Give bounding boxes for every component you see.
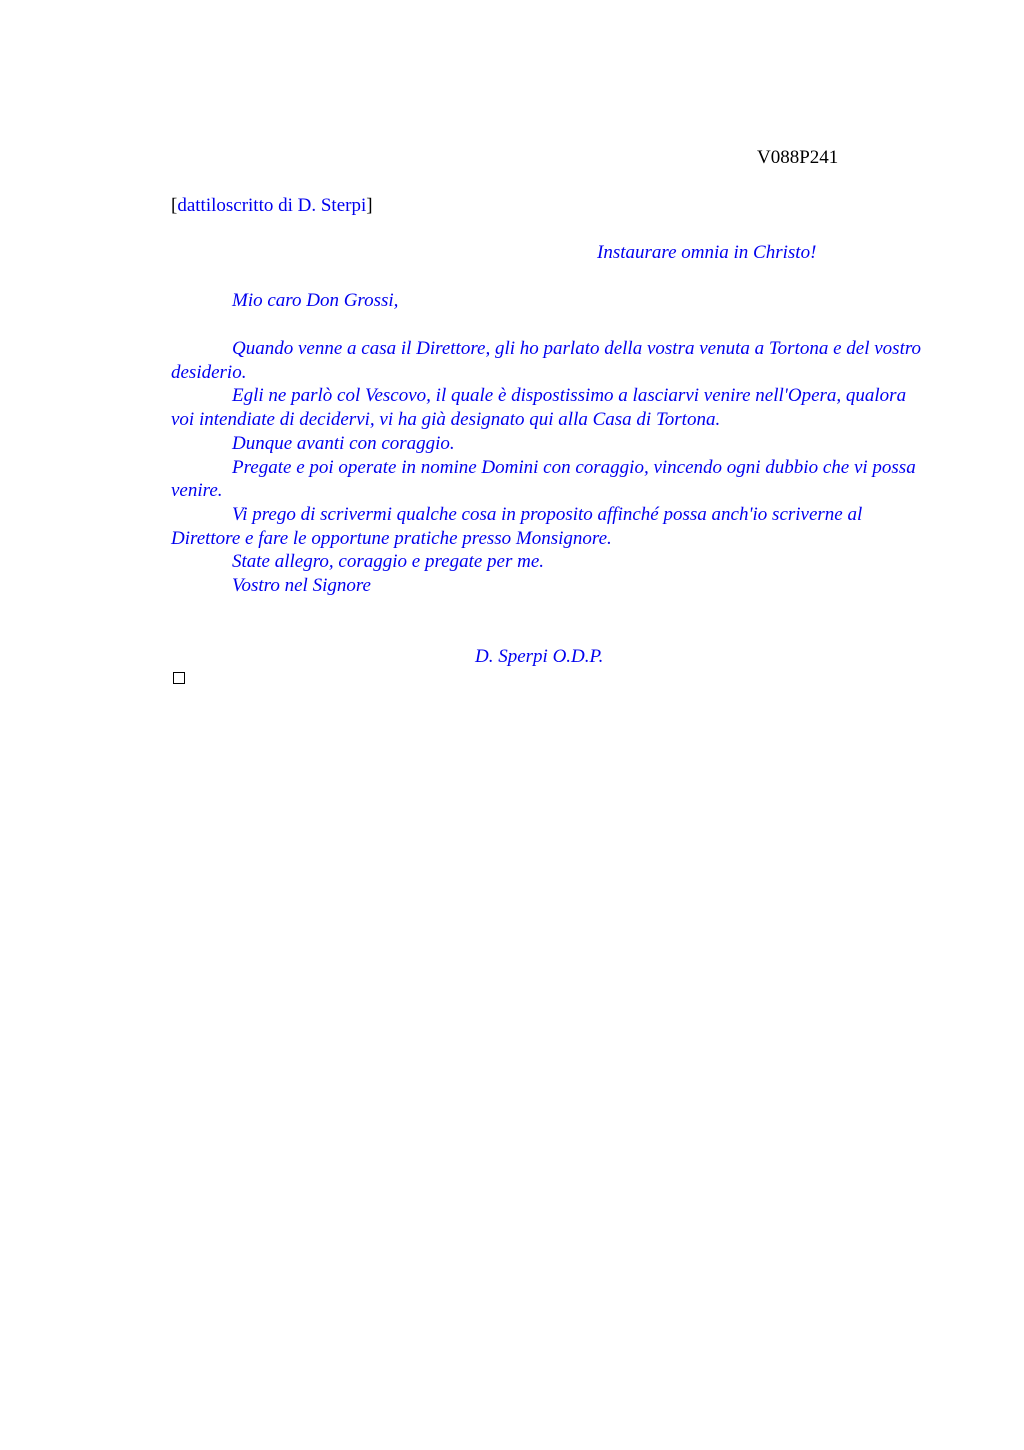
letter-body (171, 337, 931, 598)
source-note-open-bracket: [ (171, 195, 178, 216)
letter-paragraph: Pregate e poi operate in nomine Domini con coraggio, vincendo ogni dubbio che vi possa venire. (171, 456, 916, 502)
letter-paragraph: Vi prego di scrivermi qualche cosa in proposito affinché possa anch'io scriverne al Direttore e fare le opportune pratiche presso Monsignore. (171, 503, 863, 549)
letter-paragraph: Dunque avanti con coraggio. (232, 432, 455, 454)
end-marker-box (173, 672, 185, 684)
letter-paragraph: Egli ne parlò col Vescovo, il quale è dispostissimo a lasciarvi venire nell'Opera, qualora voi intendiate di decidervi, vi ha già designato qui alla Casa di Tortona. (171, 385, 907, 431)
letter-signature: D. Sperpi O.D.P. (475, 646, 604, 667)
letter-paragraph: Quando venne a casa il Direttore, gli ho parlato della vostra venuta a Tortona e del vostro desiderio. (171, 338, 922, 383)
letter-paragraph: State allegro, coraggio e pregate per me. (232, 551, 545, 573)
document-id-code: V088P241 (757, 147, 839, 168)
letter-closing: Vostro nel Signore (232, 575, 371, 597)
letter-motto: Instaurare omnia in Christo! (597, 242, 817, 263)
source-note-close-bracket: ] (366, 195, 373, 216)
letter-salutation: Mio caro Don Grossi, (232, 290, 399, 311)
source-note-text: dattiloscritto di D. Sterpi (177, 195, 367, 216)
source-note (171, 195, 373, 217)
